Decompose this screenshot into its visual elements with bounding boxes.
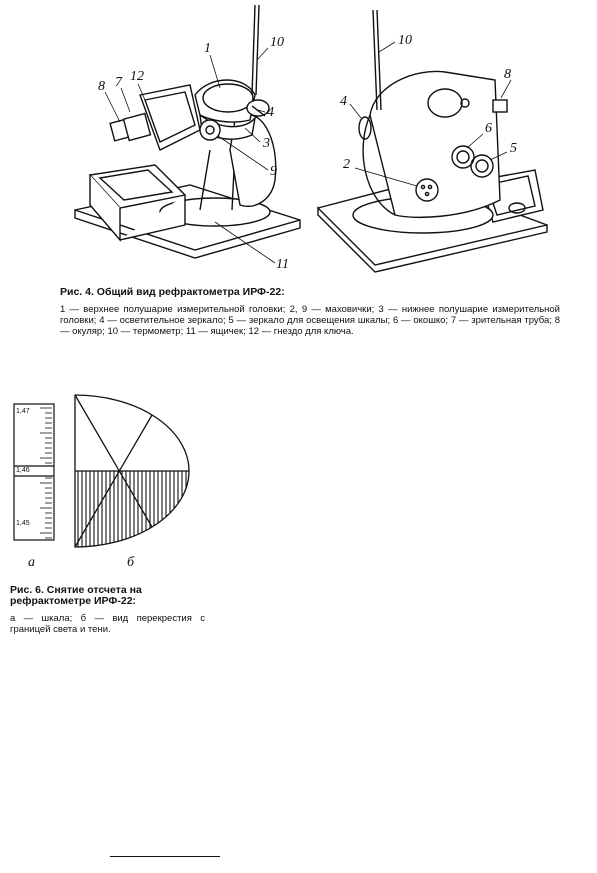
- callout-9: 9: [270, 164, 277, 179]
- callout-5: 5: [510, 141, 517, 156]
- callout-6: 6: [485, 121, 492, 136]
- callout-8: 8: [98, 79, 105, 94]
- callout-12: 12: [130, 69, 144, 84]
- figure4-caption: [60, 287, 560, 337]
- figure6-caption-title: Рис. 6. Снятие отсчета на рефрактометре ИРФ-22:: [10, 584, 142, 607]
- callout-11: 11: [276, 257, 289, 272]
- figure6-caption-body: а — шкала; б — вид перекрестия с границей света и тени.: [10, 613, 205, 635]
- callout-10-rear: 10: [398, 33, 412, 48]
- scale-label-146: 1,46: [16, 467, 30, 474]
- callout-2: 2: [343, 157, 350, 172]
- callout-4-rear: 4: [340, 94, 347, 109]
- callout-3: 3: [263, 136, 270, 151]
- callout-4: 4: [267, 105, 274, 120]
- callout-10: 10: [270, 35, 284, 50]
- panel-b-label: б: [127, 555, 135, 570]
- scale-label-145: 1,45: [16, 520, 30, 527]
- callout-8-rear: 8: [504, 67, 511, 82]
- figure4-caption-body: 1 — верхнее полушарие измерительной головки; 2, 9 — маховички; 3 — нижнее полушарие измерительной головки; 4 — осветительное зеркало; 5 — зеркало для освещения шкалы; 6 — окошко; 7 — зрительная труба; 8 — окуляр; 10 — термометр; 11 — ящичек; 12 — гнездо для ключа.: [60, 304, 560, 337]
- figure4-caption-title: Рис. 4. Общий вид рефрактометра ИРФ-22:: [60, 286, 285, 298]
- footnote-rule: [110, 856, 220, 857]
- callout-1: 1: [204, 41, 211, 56]
- scale-label-147: 1,47: [16, 408, 30, 415]
- figure6-caption: [10, 585, 205, 635]
- panel-a-label: а: [28, 555, 35, 570]
- refractometer-scale-drawing: [12, 402, 57, 542]
- callout-7: 7: [115, 75, 122, 90]
- refractometer-rear-view-drawing: [315, 0, 560, 280]
- crosshair-field-drawing: [72, 392, 197, 552]
